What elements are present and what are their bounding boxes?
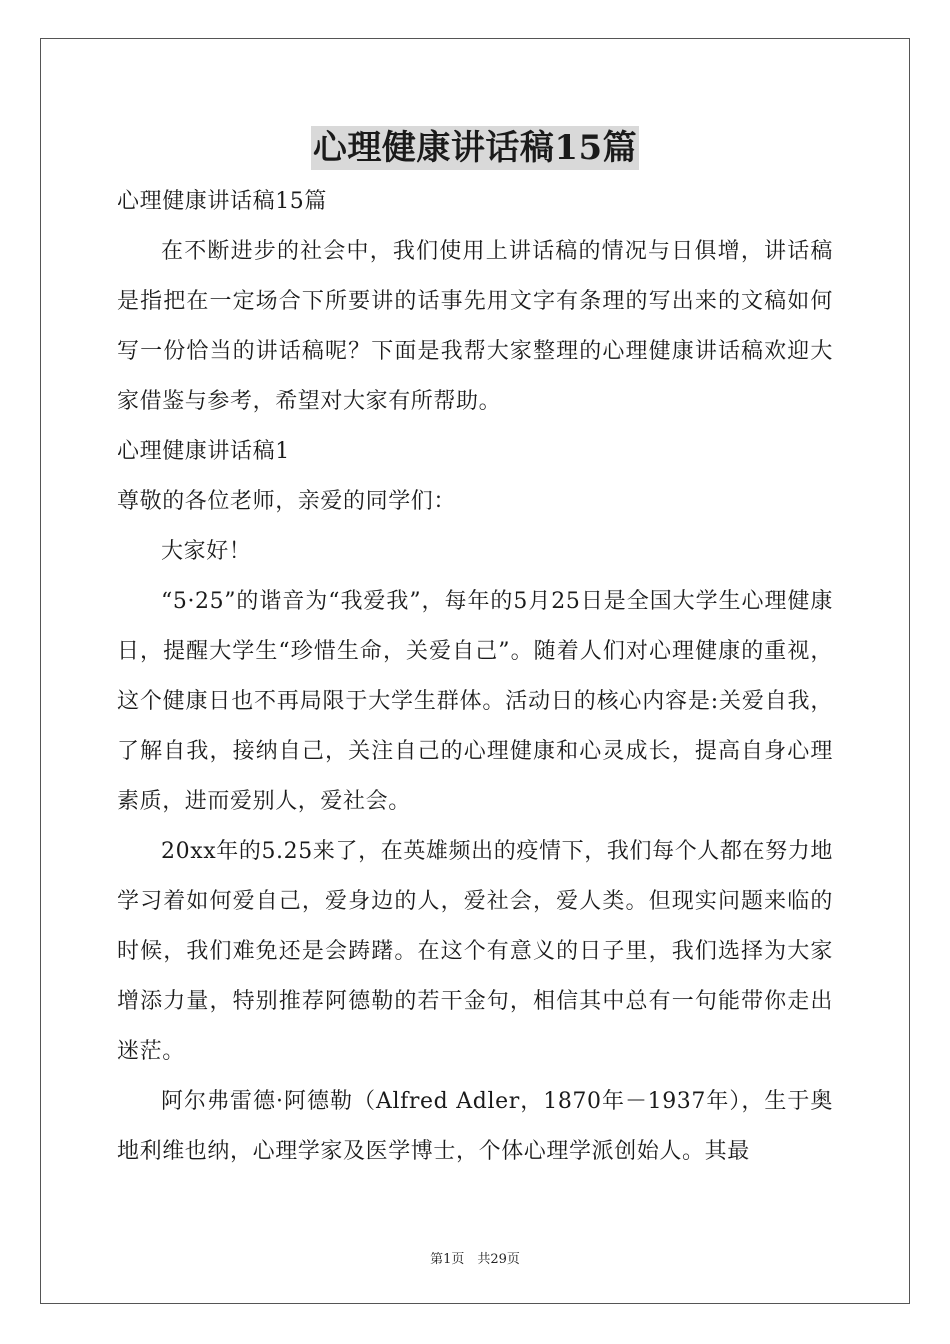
body-paragraph: “5·25”的谐音为“我爱我”，每年的5月25日是全国大学生心理健康日，提醒大学生“珍惜生命，关爱自己”。随着人们对心理健康的重视，这个健康日也不再局限于大学生群体。活动日的核心内容是:关爱自我，了解自我，接纳自己，关注自己的心理健康和心灵成长，提高自身心理素质，进而爱别人，爱社会。 [117, 589, 833, 814]
intro-paragraph: 在不断进步的社会中，我们使用上讲话稿的情况与日俱增，讲话稿是指把在一定场合下所要讲的话事先用文字有条理的写出来的文稿如何写一份恰当的讲话稿呢？下面是我帮大家整理的心理健康讲话稿欢迎大家借鉴与参考，希望对大家有所帮助。 [117, 239, 833, 414]
title-container [0, 126, 950, 170]
subtitle-paragraph: 心理健康讲话稿15篇 [117, 189, 327, 214]
document-body [117, 177, 833, 1177]
body-paragraph: 阿尔弗雷德·阿德勒（Alfred Adler，1870年－1937年），生于奥地利维也纳，心理学家及医学博士，个体心理学派创始人。其最 [117, 1089, 833, 1164]
page-number: 第1页 共29页 [430, 1252, 520, 1267]
page-footer [0, 1248, 950, 1267]
greeting-paragraph: 大家好！ [161, 539, 252, 564]
salutation-paragraph: 尊敬的各位老师，亲爱的同学们： [117, 489, 457, 514]
body-paragraph: 20xx年的5.25来了，在英雄频出的疫情下，我们每个人都在努力地学习着如何爱自己，爱身边的人，爱社会，爱人类。但现实问题来临的时候，我们难免还是会踌躇。在这个有意义的日子里，我们选择为大家增添力量，特别推荐阿德勒的若干金句，相信其中总有一句能带你走出迷茫。 [117, 839, 833, 1064]
document-title: 心理健康讲话稿15篇 [312, 128, 638, 168]
section-heading: 心理健康讲话稿1 [117, 439, 290, 464]
